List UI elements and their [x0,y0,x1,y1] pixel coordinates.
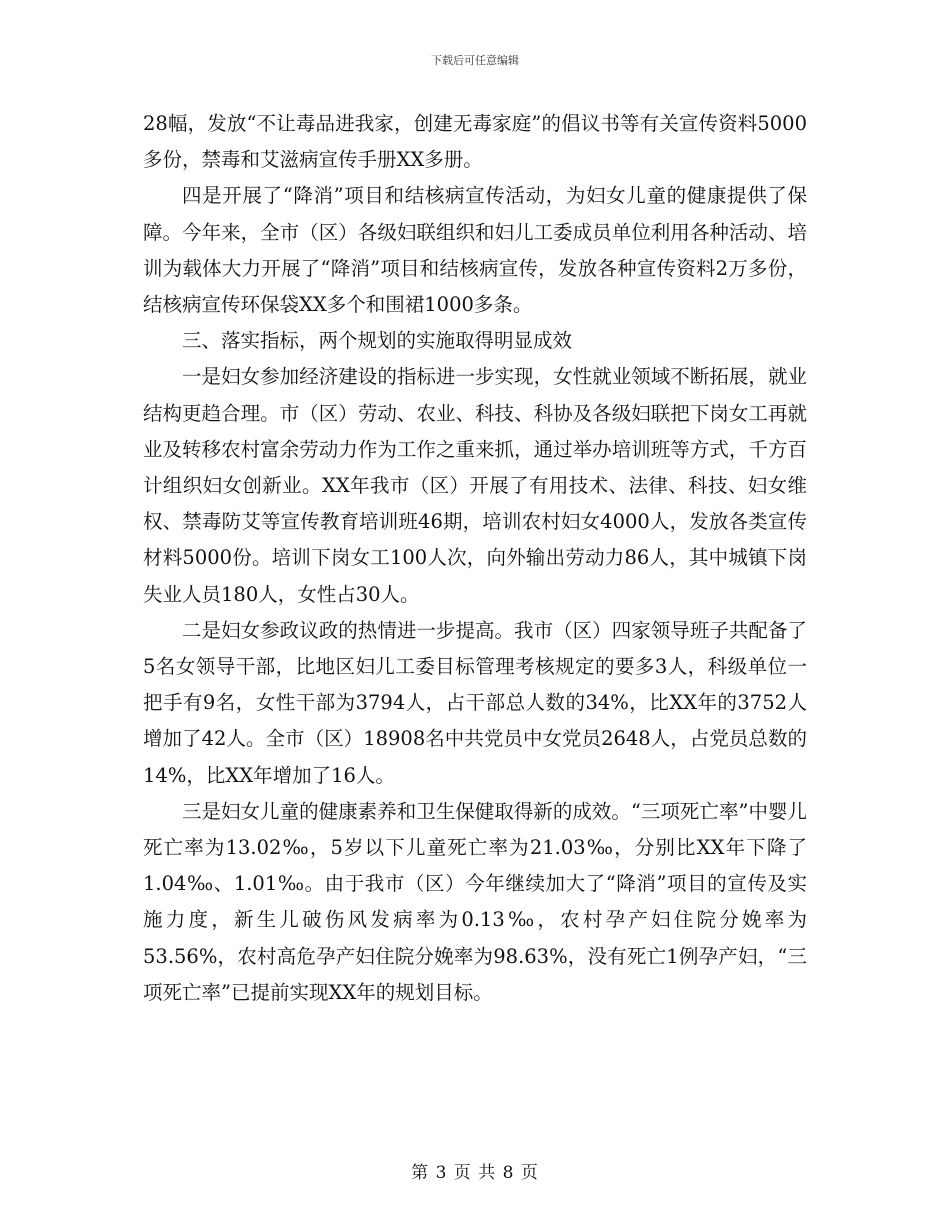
paragraph-5: 三是妇女儿童的健康素养和卫生保健取得新的成效。“三项死亡率”中婴儿死亡率为13.02‰，5岁以下儿童死亡率为21.03‰，分别比XX年下降了1.04‰、1.01‰。由于我市（区）今年继续加大了“降消”项目的宣传及实施力度，新生儿破伤风发病率为0.13‰，农村孕产妇住院分娩率为53.56%，农村高危孕产妇住院分娩率为98.63%，没有死亡1例孕产妇，“三项死亡率”已提前实现XX年的规划目标。 [143,799,807,1004]
paragraph-2: 四是开展了“降消”项目和结核病宣传活动，为妇女儿童的健康提供了保障。今年来，全市（区）各级妇联组织和妇儿工委成员单位利用各种活动、培训为载体大力开展了“降消”项目和结核病宣传，发放各种宣传资料2万多份，结核病宣传环保袋XX多个和围裙1000多条。 [143,184,807,317]
document-body [143,106,807,1011]
paragraph-4: 二是妇女参政议政的热情进一步提高。我市（区）四家领导班子共配备了5名女领导干部，比地区妇儿工委目标管理考核规定的要多3人，科级单位一把手有9名，女性干部为3794人，占干部总人数的34%，比XX年的3752人增加了42人。全市（区）18908名中共党员中女党员2648人，占党员总数的14%，比XX年增加了16人。 [143,618,807,787]
paragraph-1: 28幅，发放“不让毒品进我家，创建无毒家庭”的倡议书等有关宣传资料5000多份，禁毒和艾滋病宣传手册XX多册。 [143,112,807,172]
page-header: 下载后可任意编辑 [431,54,519,67]
section-heading: 三、落实指标，两个规划的实施取得明显成效 [182,329,573,353]
page-footer: 第 3 页 共 8 页 [411,1163,539,1183]
paragraph-3: 一是妇女参加经济建设的指标进一步实现，女性就业领域不断拓展，就业结构更趋合理。市（区）劳动、农业、科技、科协及各级妇联把下岗女工再就业及转移农村富余劳动力作为工作之重来抓，通过举办培训班等方式，千方百计组织妇女创新业。XX年我市（区）开展了有用技术、法律、科技、妇女维权、禁毒防艾等宣传教育培训班46期，培训农村妇女4000人，发放各类宣传材料5000份。培训下岗女工100人次，向外输出劳动力86人，其中城镇下岗失业人员180人，女性占30人。 [143,365,807,606]
